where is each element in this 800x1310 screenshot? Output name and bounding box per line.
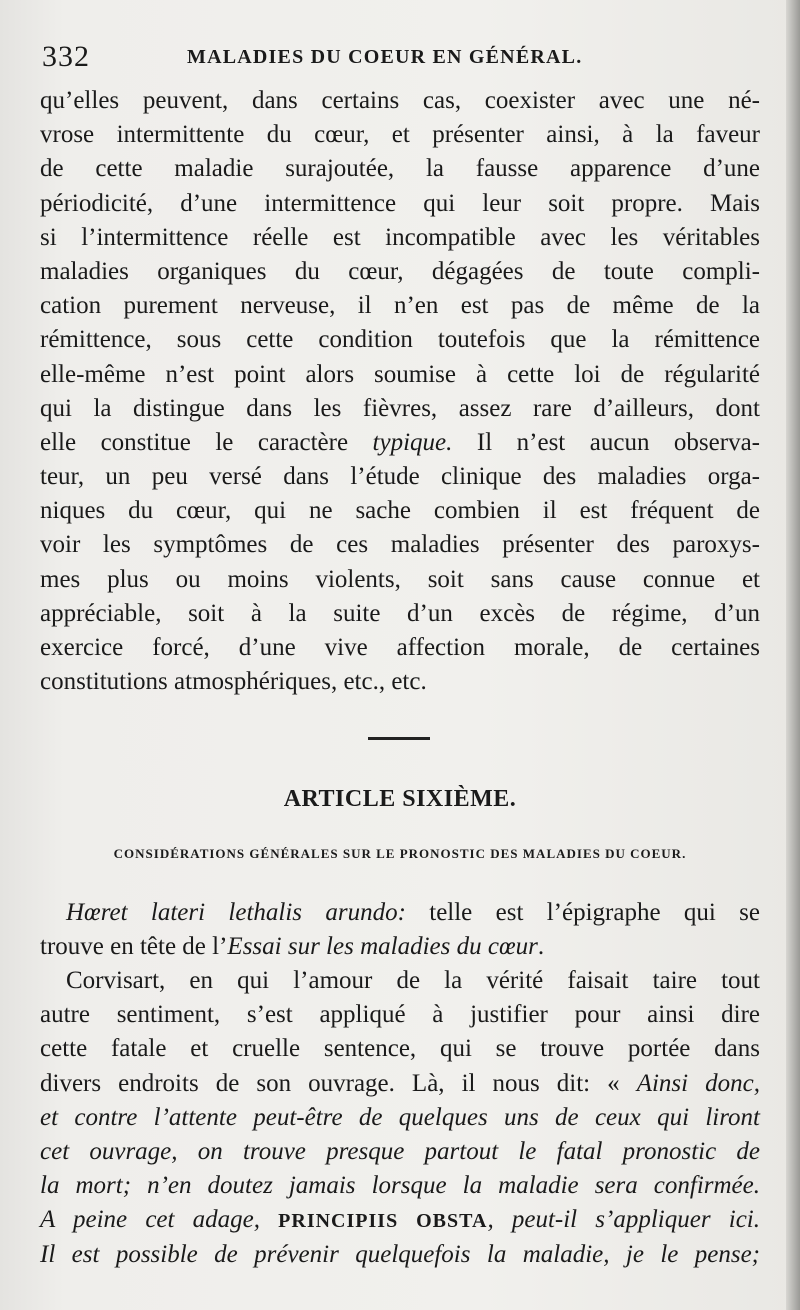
text-segment: .: [537, 933, 545, 961]
text-segment: elle constitue le caractère: [40, 428, 349, 456]
epigraph: Hœret lateri lethalis arundo:: [66, 899, 406, 926]
text-line: si l’intermittence réelle est incompatible avec les véritables: [40, 223, 760, 251]
text-line: appréciable, soit à la suite d’un excès de régime, d’un: [40, 599, 760, 627]
text-segment: trouve en tête de l’: [40, 933, 228, 961]
italic-term: typique.: [372, 428, 453, 456]
text-line: [40, 1203, 760, 1237]
text-line: niques du cœur, qui ne sache combien il est fréquent de: [40, 497, 760, 525]
text-line: vrose intermittente du cœur, et présenter ainsi, à la faveur: [40, 121, 760, 149]
text-line: teur, un peu versé dans l’étude clinique des maladies orga-: [40, 463, 760, 491]
text-line: cation purement nerveuse, il n’en est pas de même de la: [40, 292, 760, 320]
text-line: elle-même n’est point alors soumise à cette loi de régularité: [40, 360, 760, 388]
section-divider: [368, 737, 430, 740]
page-header: [42, 40, 762, 76]
text-line: cette fatale et cruelle sentence, qui se trouve portée dans: [40, 1035, 760, 1063]
paragraph-3: [40, 964, 760, 1272]
article-title: ARTICLE SIXIÈME.: [283, 786, 517, 812]
paragraph-2: [40, 896, 760, 964]
quote-italic: , peut-il s’appliquer ici.: [487, 1206, 760, 1234]
text-line: [40, 426, 760, 460]
quote-line: la mort; n’en doutez jamais lorsque la maladie sera confirmée.: [40, 1172, 760, 1200]
text-line: [40, 1067, 760, 1101]
quote-italic: Ainsi donc,: [636, 1069, 760, 1097]
text-line: autre sentiment, s’est appliqué à justifier pour ainsi dire: [40, 1001, 760, 1029]
text-line: rémittence, sous cette condition toutefois que la rémittence: [40, 326, 760, 354]
text-line: exercice forcé, d’une vive affection morale, de certaines: [40, 634, 760, 661]
text-line: périodicité, d’une intermittence qui leur soit propre. Mais: [40, 189, 760, 217]
section-subtitle: CONSIDÉRATIONS GÉNÉRALES SUR LE PRONOSTIC DES MALADIES DU COEUR.: [113, 846, 687, 861]
maxim-smallcaps: PRINCIPIIS OBSTA: [278, 1210, 488, 1233]
text-line: constitutions atmosphériques, etc., etc.: [40, 668, 427, 696]
text-line: qu’elles peuvent, dans certains cas, coexister avec une né-: [40, 87, 760, 114]
book-title: Essai sur les maladies du cœur: [227, 933, 538, 961]
text-line: qui la distingue dans les fièvres, assez rare d’ailleurs, dont: [40, 394, 760, 422]
text-line: mes plus ou moins violents, soit sans cause connue et: [40, 565, 760, 593]
text-segment: Il n’est aucun observa-: [476, 428, 761, 456]
text-line: [40, 896, 760, 930]
text-segment: telle est l’épigraphe qui se: [429, 899, 760, 926]
text-line: [40, 930, 760, 964]
quote-italic: A peine cet adage,: [40, 1206, 260, 1234]
page-number: 332: [42, 40, 90, 73]
text-line: Corvisart, en qui l’amour de la vérité faisait taire tout: [66, 967, 760, 994]
text-line: voir les symptômes de ces maladies présenter des paroxys-: [40, 531, 760, 559]
quote-line: Il est possible de prévenir quelquefois la maladie, je le pense;: [40, 1240, 760, 1268]
quote-line: et contre l’attente peut-être de quelques uns de ceux qui liront: [40, 1103, 760, 1131]
text-line: maladies organiques du cœur, dégagées de toute compli-: [40, 257, 760, 285]
text-segment: divers endroits de son ouvrage. Là, il nous dit: «: [40, 1069, 620, 1097]
quote-line: cet ouvrage, on trouve presque partout le fatal pronostic de: [40, 1137, 760, 1165]
text-line: de cette maladie surajoutée, la fausse apparence d’une: [40, 155, 760, 183]
paragraph-1: [40, 84, 760, 699]
page-edge-shadow: [786, 0, 800, 1310]
running-title: MALADIES DU COEUR EN GÉNÉRAL.: [187, 46, 583, 68]
